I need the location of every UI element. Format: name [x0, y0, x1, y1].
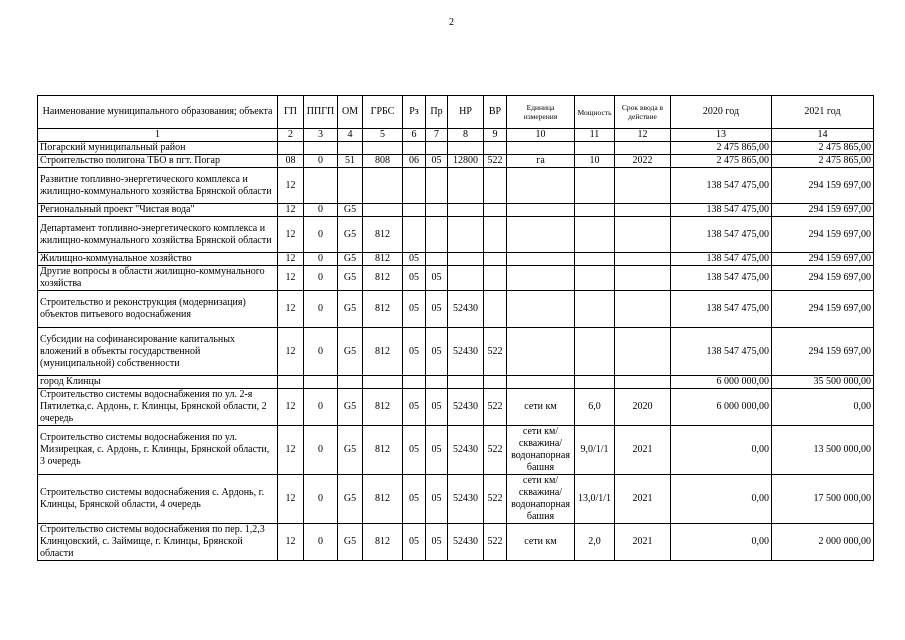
table-cell: 812 [363, 217, 403, 253]
table-cell: 08 [278, 155, 304, 168]
table-cell: 138 547 475,00 [671, 266, 772, 291]
table-cell: G5 [338, 328, 363, 376]
column-number: 1 [38, 129, 278, 142]
object-name-cell: Строительство системы водоснабжения по ул. Мизирецкая, с. Ардонь, г. Клинцы, Брянской области, 3 очередь [38, 426, 278, 475]
header-cell: 2021 год [772, 96, 874, 129]
object-name-cell: Развитие топливно-энергетического комплекса и жилищно-коммунального хозяйства Брянской области [38, 168, 278, 204]
table-cell [575, 376, 615, 389]
table-cell [507, 376, 575, 389]
table-cell: 0,00 [772, 389, 874, 426]
table-cell: 0 [304, 291, 338, 328]
table-cell [615, 266, 671, 291]
table-cell [615, 253, 671, 266]
column-number: 14 [772, 129, 874, 142]
table-cell: 812 [363, 475, 403, 524]
table-cell: 05 [403, 389, 426, 426]
table-cell: 294 159 697,00 [772, 168, 874, 204]
table-cell: 13 500 000,00 [772, 426, 874, 475]
table-cell: 522 [484, 389, 507, 426]
table-cell: 05 [426, 524, 448, 561]
table-row [38, 217, 874, 253]
table-cell: 2 000 000,00 [772, 524, 874, 561]
table-cell: 05 [426, 155, 448, 168]
table-cell: 05 [426, 266, 448, 291]
table-row [38, 328, 874, 376]
table-cell [363, 376, 403, 389]
table-cell [403, 217, 426, 253]
table-cell: 294 159 697,00 [772, 266, 874, 291]
table-cell: 52430 [448, 524, 484, 561]
table-cell [615, 328, 671, 376]
table-cell [304, 376, 338, 389]
table-row [38, 155, 874, 168]
table-cell: 0 [304, 266, 338, 291]
table-cell [575, 266, 615, 291]
table-cell [507, 253, 575, 266]
table-cell: 05 [426, 389, 448, 426]
table-cell: 12 [278, 328, 304, 376]
table-cell: 52430 [448, 389, 484, 426]
budget-table [37, 95, 874, 561]
table-cell: 294 159 697,00 [772, 217, 874, 253]
table-cell [338, 142, 363, 155]
table-cell: 2 475 865,00 [671, 155, 772, 168]
table-cell [403, 376, 426, 389]
table-cell: G5 [338, 426, 363, 475]
table-cell: 812 [363, 266, 403, 291]
table-cell [575, 142, 615, 155]
table-cell: 12 [278, 524, 304, 561]
table-cell: 138 547 475,00 [671, 328, 772, 376]
table-cell [575, 253, 615, 266]
table-cell [448, 142, 484, 155]
object-name-cell: Другие вопросы в области жилищно-коммунального хозяйства [38, 266, 278, 291]
table-cell: 138 547 475,00 [671, 204, 772, 217]
table-cell: 294 159 697,00 [772, 328, 874, 376]
header-cell: ВР [484, 96, 507, 129]
object-name-cell: Строительство полигона ТБО в пгт. Погар [38, 155, 278, 168]
table-row [38, 204, 874, 217]
table-cell [363, 204, 403, 217]
table-cell [426, 204, 448, 217]
header-cell: Единица измерения [507, 96, 575, 129]
table-cell: 51 [338, 155, 363, 168]
table-cell: 2021 [615, 475, 671, 524]
table-cell: 2 475 865,00 [772, 142, 874, 155]
table-cell [615, 168, 671, 204]
column-number-row [38, 129, 874, 142]
table-cell: 138 547 475,00 [671, 291, 772, 328]
table-cell: 2022 [615, 155, 671, 168]
table-cell [338, 168, 363, 204]
table-body [38, 142, 874, 561]
table-cell [363, 168, 403, 204]
table-cell: 05 [426, 291, 448, 328]
table-cell [575, 328, 615, 376]
header-row [38, 96, 874, 129]
column-number: 6 [403, 129, 426, 142]
table-row [38, 253, 874, 266]
table-cell: 05 [403, 475, 426, 524]
table-cell [448, 253, 484, 266]
table-cell [507, 168, 575, 204]
table-cell: 0 [304, 426, 338, 475]
table-cell: 2021 [615, 426, 671, 475]
object-name-cell: Строительство и реконструкция (модернизация) объектов питьевого водоснабжения [38, 291, 278, 328]
table-cell: 522 [484, 524, 507, 561]
table-cell: 52430 [448, 475, 484, 524]
table-cell: 52430 [448, 291, 484, 328]
table-cell: 0 [304, 217, 338, 253]
column-number: 3 [304, 129, 338, 142]
table-cell [507, 204, 575, 217]
table-cell: 522 [484, 475, 507, 524]
header-cell: Наименование муниципального образования; объекта [38, 96, 278, 129]
table-cell [507, 328, 575, 376]
table-cell [507, 291, 575, 328]
table-cell: G5 [338, 475, 363, 524]
table-cell [575, 168, 615, 204]
table-cell: 05 [403, 253, 426, 266]
table-cell: 05 [403, 426, 426, 475]
column-number: 12 [615, 129, 671, 142]
table-row [38, 168, 874, 204]
table-cell [448, 217, 484, 253]
table-cell: 12 [278, 266, 304, 291]
table-cell: 808 [363, 155, 403, 168]
table-cell: 12 [278, 253, 304, 266]
table-cell: 294 159 697,00 [772, 253, 874, 266]
object-name-cell: Погарский муниципальный район [38, 142, 278, 155]
table-cell: 12 [278, 389, 304, 426]
table-cell: 812 [363, 524, 403, 561]
table-cell: 35 500 000,00 [772, 376, 874, 389]
table-cell [484, 376, 507, 389]
table-cell: 52430 [448, 328, 484, 376]
page-number: 2 [449, 17, 454, 28]
table-cell: 12 [278, 426, 304, 475]
table-cell: 12 [278, 168, 304, 204]
table-row [38, 291, 874, 328]
table-cell: 294 159 697,00 [772, 204, 874, 217]
column-number: 5 [363, 129, 403, 142]
object-name-cell: Региональный проект "Чистая вода" [38, 204, 278, 217]
table-cell: 812 [363, 291, 403, 328]
table-cell: G5 [338, 389, 363, 426]
table-cell [484, 142, 507, 155]
table-cell: 12 [278, 217, 304, 253]
table-cell [615, 204, 671, 217]
table-cell [363, 142, 403, 155]
table-cell: 12 [278, 291, 304, 328]
table-cell: G5 [338, 253, 363, 266]
table-cell: 138 547 475,00 [671, 253, 772, 266]
table-cell: 05 [426, 426, 448, 475]
table-cell: 2020 [615, 389, 671, 426]
table-cell: 138 547 475,00 [671, 168, 772, 204]
table-cell [304, 142, 338, 155]
table-cell: 05 [403, 328, 426, 376]
table-cell: 05 [426, 328, 448, 376]
table-cell [615, 291, 671, 328]
table-cell [484, 253, 507, 266]
table-cell [403, 168, 426, 204]
object-name-cell: Жилищно-коммунальное хозяйство [38, 253, 278, 266]
table-cell [484, 266, 507, 291]
table-cell: 0 [304, 253, 338, 266]
table-cell: 0 [304, 328, 338, 376]
table-row [38, 376, 874, 389]
table-row [38, 524, 874, 561]
header-cell: НР [448, 96, 484, 129]
table-cell: 05 [403, 524, 426, 561]
table-cell: 52430 [448, 426, 484, 475]
table-cell [507, 142, 575, 155]
table-cell [484, 217, 507, 253]
table-cell: G5 [338, 217, 363, 253]
table-cell [278, 142, 304, 155]
table-cell [575, 217, 615, 253]
table-cell: 12800 [448, 155, 484, 168]
table-cell [484, 168, 507, 204]
table-cell [278, 376, 304, 389]
table-cell: 05 [403, 266, 426, 291]
object-name-cell: Департамент топливно-энергетического комплекса и жилищно-коммунального хозяйства Брянской области [38, 217, 278, 253]
table-cell: сети км/ скважина/ водонапорная башня [507, 426, 575, 475]
header-cell: ППГП [304, 96, 338, 129]
table-cell [403, 204, 426, 217]
table-cell: 0 [304, 389, 338, 426]
table-cell [575, 291, 615, 328]
table-cell [403, 142, 426, 155]
table-cell [426, 253, 448, 266]
object-name-cell: Строительство системы водоснабжения по пер. 1,2,3 Клинцовский, с. Займище, г. Клинцы, Брянской области [38, 524, 278, 561]
header-cell: Рз [403, 96, 426, 129]
table-cell [507, 266, 575, 291]
table-cell [448, 266, 484, 291]
table-row [38, 426, 874, 475]
header-cell: ГП [278, 96, 304, 129]
object-name-cell: Субсидии на софинансирование капитальных вложений в объекты государственной (муниципальной) собственности [38, 328, 278, 376]
table-row [38, 266, 874, 291]
column-number: 2 [278, 129, 304, 142]
table-cell: 2021 [615, 524, 671, 561]
table-cell: 2 475 865,00 [671, 142, 772, 155]
table-cell [426, 142, 448, 155]
table-cell [484, 204, 507, 217]
table-row [38, 389, 874, 426]
column-number: 9 [484, 129, 507, 142]
column-number: 10 [507, 129, 575, 142]
table-row [38, 475, 874, 524]
header-cell: Срок ввода в действие [615, 96, 671, 129]
table-cell [448, 204, 484, 217]
table-cell [304, 168, 338, 204]
table-cell [615, 142, 671, 155]
table-cell [575, 204, 615, 217]
table-cell: 9,0/1/1 [575, 426, 615, 475]
table-cell: 06 [403, 155, 426, 168]
table-cell: 294 159 697,00 [772, 291, 874, 328]
object-name-cell: Строительство системы водоснабжения по ул. 2-я Пятилетка,с. Ардонь, г. Клинцы, Брянской области, 2 очередь [38, 389, 278, 426]
table-cell: G5 [338, 291, 363, 328]
table-cell [426, 168, 448, 204]
table-cell: сети км [507, 389, 575, 426]
table-cell: 0 [304, 524, 338, 561]
table-cell: 12 [278, 204, 304, 217]
table-cell: 812 [363, 426, 403, 475]
column-number: 4 [338, 129, 363, 142]
table-row [38, 142, 874, 155]
header-cell: 2020 год [671, 96, 772, 129]
table-cell: 138 547 475,00 [671, 217, 772, 253]
table-cell: 05 [403, 291, 426, 328]
column-number: 8 [448, 129, 484, 142]
table-cell [426, 217, 448, 253]
table-cell: 522 [484, 328, 507, 376]
table-cell [615, 376, 671, 389]
table-cell: 812 [363, 253, 403, 266]
table-cell: 6,0 [575, 389, 615, 426]
table-cell: 6 000 000,00 [671, 389, 772, 426]
table-cell: сети км/ скважина/ водонапорная башня [507, 475, 575, 524]
table-cell [448, 376, 484, 389]
table-cell: 0 [304, 475, 338, 524]
header-cell: ОМ [338, 96, 363, 129]
table-cell [615, 217, 671, 253]
table-cell: G5 [338, 204, 363, 217]
object-name-cell: город Клинцы [38, 376, 278, 389]
table-cell: 522 [484, 155, 507, 168]
table-cell [448, 168, 484, 204]
header-cell: Мощность [575, 96, 615, 129]
column-number: 13 [671, 129, 772, 142]
table-cell: 812 [363, 389, 403, 426]
table-cell: G5 [338, 266, 363, 291]
table-cell: 0 [304, 204, 338, 217]
table-cell: 13,0/1/1 [575, 475, 615, 524]
table-cell: 6 000 000,00 [671, 376, 772, 389]
table-cell [338, 376, 363, 389]
column-number: 11 [575, 129, 615, 142]
table-cell: G5 [338, 524, 363, 561]
table-cell: 17 500 000,00 [772, 475, 874, 524]
table-cell: 812 [363, 328, 403, 376]
table-cell: 0,00 [671, 426, 772, 475]
column-number: 7 [426, 129, 448, 142]
header-cell: ГРБС [363, 96, 403, 129]
table-cell [484, 291, 507, 328]
table-cell: 0 [304, 155, 338, 168]
table-cell: 0,00 [671, 524, 772, 561]
header-cell: Пр [426, 96, 448, 129]
table-cell: 05 [426, 475, 448, 524]
table-cell: га [507, 155, 575, 168]
table-cell [426, 376, 448, 389]
table-cell: 10 [575, 155, 615, 168]
table-cell: 2,0 [575, 524, 615, 561]
table-cell: 2 475 865,00 [772, 155, 874, 168]
table-cell: 12 [278, 475, 304, 524]
table-cell: 0,00 [671, 475, 772, 524]
table-cell: сети км [507, 524, 575, 561]
table-cell [507, 217, 575, 253]
object-name-cell: Строительство системы водоснабжения с. Ардонь, г. Клинцы, Брянской области, 4 очередь [38, 475, 278, 524]
table-cell: 522 [484, 426, 507, 475]
